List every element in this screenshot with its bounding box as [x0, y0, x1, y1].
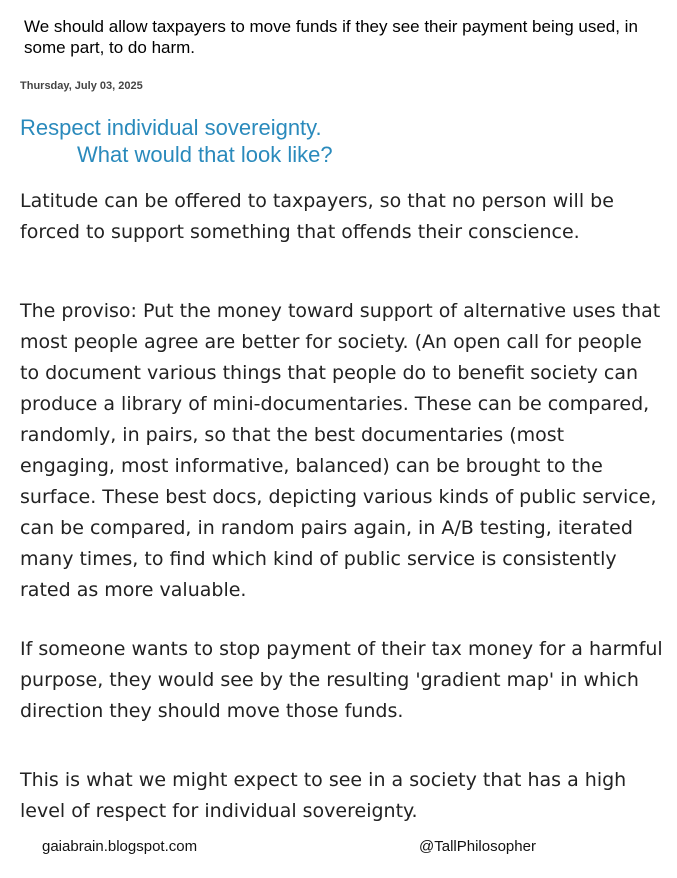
- footer-handle: @TallPhilosopher: [419, 838, 536, 855]
- paragraph: Latitude can be offered to taxpayers, so that no person will be forced to support something that offends their conscience.: [20, 190, 614, 243]
- post-title: [20, 114, 333, 168]
- footer-site: gaiabrain.blogspot.com: [42, 838, 198, 855]
- paragraph: If someone wants to stop payment of their tax money for a harmful purpose, they would see by the resulting 'gradient map' in which direction they should move those funds.: [20, 638, 663, 722]
- headline: We should allow taxpayers to move funds if they see their payment being used, in some part, to do harm.: [24, 17, 638, 57]
- post-title-line2: What would that look like?: [77, 142, 333, 167]
- paragraph: The proviso: Put the money toward support of alternative uses that most people agree are better for society. (An open call for people to document various things that people do to benefit society can produce a library of mini-documentaries. These can be compared, randomly, in pairs, so that the best documentaries (most engaging, most informative, balanced) can be brought to the surface. These best docs, depicting various kinds of public service, can be compared, in random pairs again, in A/B testing, iterated many times, to find which kind of public service is consistently rated as more valuable.: [20, 300, 661, 601]
- date-header: Thursday, July 03, 2025: [20, 80, 143, 92]
- paragraph: This is what we might expect to see in a society that has a high level of respect for individual sovereignty.: [20, 769, 627, 822]
- post-title-line1: Respect individual sovereignty.: [20, 115, 322, 140]
